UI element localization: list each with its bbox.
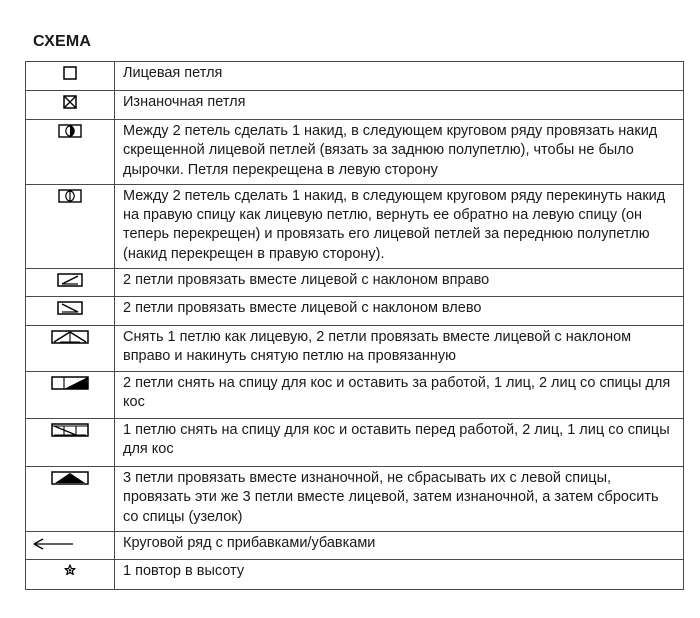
symbol-cell: [26, 531, 115, 559]
knot-icon: [51, 471, 89, 485]
legend-table: [25, 61, 684, 590]
cable-front-icon: [51, 423, 89, 437]
description-cell: Между 2 петель сделать 1 накид, в следующем круговом ряду перекинуть накид на правую спицу как лицевую петлю, вернуть ее обратно на левую спицу (он теперь перекрещен) и провязать его лицевой петлей за переднюю полупетлю (накид перекрещен в правую сторону).: [115, 184, 684, 268]
legend-row: [26, 184, 684, 268]
symbol-cell: [26, 91, 115, 120]
symbol-cell: [26, 467, 115, 532]
legend-row: [26, 531, 684, 559]
k2tog-left-icon: [57, 301, 83, 315]
description-cell: 1 повтор в высоту: [115, 559, 684, 589]
double-decrease-icon: [51, 330, 89, 344]
legend-row: [26, 269, 684, 297]
page-title: СХЕМА: [33, 33, 92, 50]
symbol-cell: [26, 559, 115, 589]
knit-stitch-icon: [63, 66, 77, 80]
description-cell: Между 2 петель сделать 1 накид, в следующем круговом ряду провязать накид скрещенной лицевой петлей (вязать за заднюю полупетлю), чтобы не было дырочки. Петля перекрещена в левую сторону: [115, 120, 684, 185]
description-cell: Снять 1 петлю как лицевую, 2 петли провязать вместе лицевой с наклоном вправо и накинуть снятую петлю на провязанную: [115, 326, 684, 372]
legend-row: [26, 419, 684, 467]
symbol-cell: [26, 297, 115, 326]
yarn-over-right-crossed-icon: [58, 189, 82, 203]
k2tog-right-icon: [57, 273, 83, 287]
arrow-left-icon: [31, 536, 75, 552]
symbol-cell: [26, 326, 115, 372]
description-cell: Лицевая петля: [115, 62, 684, 91]
cable-back-icon: [51, 376, 89, 390]
description-cell: 3 петли провязать вместе изнаночной, не сбрасывать их с левой спицы, провязать эти же 3 петли вместе лицевой, затем изнаночной, а затем сбросить со спицы (узелок): [115, 467, 684, 532]
description-cell: Изнаночная петля: [115, 91, 684, 120]
legend-row: [26, 297, 684, 326]
legend-row: [26, 91, 684, 120]
purl-stitch-icon: [63, 95, 77, 109]
description-cell: 2 петли провязать вместе лицевой с наклоном вправо: [115, 269, 684, 297]
symbol-cell: [26, 372, 115, 419]
symbol-cell: [26, 184, 115, 268]
yarn-over-left-crossed-icon: [58, 124, 82, 138]
description-cell: 1 петлю снять на спицу для кос и оставить перед работой, 2 лиц, 1 лиц со спицы для кос: [115, 419, 684, 467]
legend-row: [26, 62, 684, 91]
legend-row: [26, 467, 684, 532]
star-icon: [64, 564, 76, 576]
description-cell: 2 петли снять на спицу для кос и оставить за работой, 1 лиц, 2 лиц со спицы для кос: [115, 372, 684, 419]
description-cell: Круговой ряд с прибавками/убавками: [115, 531, 684, 559]
symbol-cell: [26, 419, 115, 467]
legend-row: [26, 326, 684, 372]
legend-row: [26, 372, 684, 419]
legend-row: [26, 120, 684, 185]
legend-row: [26, 559, 684, 589]
symbol-cell: [26, 62, 115, 91]
symbol-cell: [26, 120, 115, 185]
description-cell: 2 петли провязать вместе лицевой с наклоном влево: [115, 297, 684, 326]
symbol-cell: [26, 269, 115, 297]
